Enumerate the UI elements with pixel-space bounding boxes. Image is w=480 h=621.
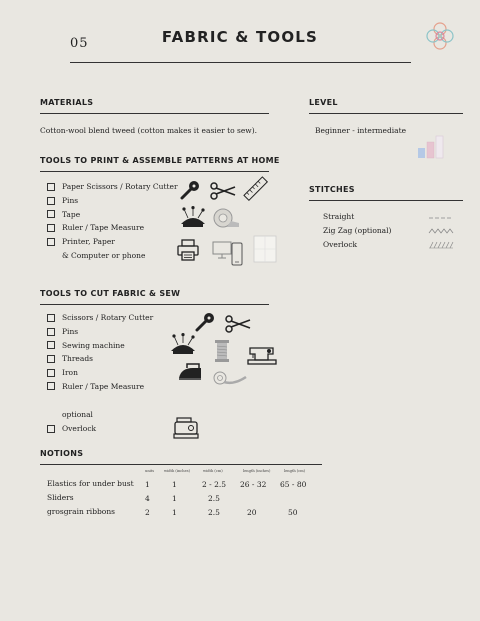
- table-cell: 2.5: [208, 508, 220, 517]
- row-name: grosgrain ribbons: [47, 507, 116, 516]
- checkbox[interactable]: [47, 425, 55, 433]
- checkbox[interactable]: [47, 369, 55, 377]
- page-number: 05: [70, 36, 89, 51]
- table-cell: 1: [172, 480, 177, 489]
- checkbox[interactable]: [47, 210, 55, 218]
- column-header: length (inches): [243, 469, 271, 473]
- checkbox[interactable]: [47, 197, 55, 205]
- stitch-straight-icon: [428, 214, 454, 222]
- item-label: Printer, Paper: [62, 237, 115, 247]
- list-item-extra: [47, 248, 178, 262]
- checkbox[interactable]: [47, 238, 55, 246]
- checkbox[interactable]: [47, 355, 55, 363]
- list-item[interactable]: [47, 235, 178, 249]
- checkbox[interactable]: [47, 382, 55, 390]
- materials-rule: [40, 113, 269, 114]
- item-label: Threads: [62, 354, 93, 364]
- stitch-zigzag-icon: [428, 227, 454, 235]
- table-cell: 20: [247, 508, 257, 517]
- sewing-machine-icon: [247, 342, 277, 366]
- level-heading: LEVEL: [309, 98, 338, 107]
- pincushion-icon: [178, 206, 208, 228]
- list-item[interactable]: [47, 352, 153, 366]
- scissors-icon: [210, 182, 236, 200]
- rotary-cutter-icon: [180, 180, 202, 200]
- stitch-overlock-label: Overlock: [323, 240, 358, 249]
- table-cell: 2 - 2.5: [202, 480, 227, 489]
- level-rule: [309, 113, 463, 114]
- item-label: Scissors / Rotary Cutter: [62, 313, 154, 323]
- print-tools-rule: [40, 171, 269, 172]
- optional-label: optional: [62, 410, 93, 419]
- table-cell: 1: [172, 494, 177, 503]
- cut-tools-heading: TOOLS TO CUT FABRIC & SEW: [40, 289, 181, 298]
- thread-spool-icon: [212, 338, 232, 364]
- cut-tools-rule: [40, 304, 269, 305]
- list-item[interactable]: [47, 366, 153, 380]
- list-item[interactable]: [47, 311, 153, 325]
- list-item[interactable]: [47, 325, 153, 339]
- header-rule: [70, 62, 411, 63]
- tape-measure-icon: [212, 369, 248, 387]
- overlock-machine-icon: [173, 415, 199, 441]
- row-name: Elastics for under bust: [47, 479, 134, 488]
- table-cell: 1: [145, 480, 150, 489]
- list-item[interactable]: [47, 207, 178, 221]
- stitches-rule: [309, 200, 463, 201]
- item-label: Pins: [62, 327, 79, 337]
- table-cell: 2: [145, 508, 150, 517]
- optional-list: [47, 422, 96, 436]
- table-cell: 65 - 80: [280, 480, 307, 489]
- list-item[interactable]: [47, 180, 178, 194]
- print-tools-list: [47, 180, 178, 262]
- checkbox[interactable]: [47, 183, 55, 191]
- ruler-icon: [242, 175, 270, 203]
- stitch-overlock-icon: [428, 240, 454, 250]
- table-cell: 26 - 32: [240, 480, 267, 489]
- rotary-cutter-icon: [195, 312, 217, 332]
- print-tools-heading: TOOLS TO PRINT & ASSEMBLE PATTERNS AT HOME: [40, 156, 280, 165]
- notions-rule: [40, 464, 322, 465]
- stitches-heading: STITCHES: [309, 185, 355, 194]
- stitch-straight-label: Straight: [323, 212, 355, 221]
- page-title: FABRIC & TOOLS: [161, 28, 319, 46]
- item-label: Ruler / Tape Measure: [62, 381, 145, 391]
- list-item[interactable]: [47, 221, 178, 235]
- column-header: units: [145, 469, 155, 473]
- item-label: Overlock: [62, 424, 97, 434]
- printer-icon: [176, 238, 200, 262]
- list-item[interactable]: [47, 338, 153, 352]
- table-cell: 4: [145, 494, 150, 503]
- column-header: width (cm): [203, 469, 223, 473]
- checkbox[interactable]: [47, 224, 55, 232]
- item-label: Pins: [62, 196, 79, 206]
- cut-tools-list: [47, 311, 153, 393]
- row-name: Sliders: [47, 493, 74, 502]
- phone-icon: [231, 242, 243, 266]
- iron-icon: [177, 362, 203, 382]
- item-label: & Computer or phone: [62, 250, 146, 260]
- list-item[interactable]: [47, 422, 96, 436]
- table-cell: 50: [288, 508, 298, 517]
- checkbox[interactable]: [47, 314, 55, 322]
- column-header: length (cm): [284, 469, 306, 473]
- list-item[interactable]: [47, 194, 178, 208]
- table-cell: 2.5: [208, 494, 220, 503]
- item-label: Ruler / Tape Measure: [62, 223, 145, 233]
- list-item[interactable]: [47, 379, 153, 393]
- scissors-icon: [225, 315, 251, 333]
- flower-logo-icon: [424, 20, 456, 52]
- tape-icon: [212, 207, 240, 229]
- materials-text: Cotton-wool blend tweed (cotton makes it easier to sew).: [40, 126, 258, 135]
- column-header: width (inches): [164, 469, 190, 473]
- item-label: Iron: [62, 368, 78, 378]
- paper-sheets-icon: [253, 235, 277, 263]
- item-label: Tape: [62, 209, 81, 219]
- stitch-zigzag-label: Zig Zag (optional): [323, 226, 392, 235]
- checkbox[interactable]: [47, 341, 55, 349]
- level-text: Beginner - intermediate: [315, 126, 407, 135]
- table-cell: 1: [172, 508, 177, 517]
- notions-heading: NOTIONS: [40, 449, 84, 458]
- item-label: Paper Scissors / Rotary Cutter: [62, 182, 178, 192]
- level-bars-icon: [417, 134, 445, 160]
- materials-heading: MATERIALS: [40, 98, 94, 107]
- checkbox[interactable]: [47, 328, 55, 336]
- computer-icon: [212, 240, 232, 260]
- item-label: Sewing machine: [62, 340, 125, 350]
- pincushion-icon: [168, 333, 198, 355]
- stitches-list: [323, 212, 391, 254]
